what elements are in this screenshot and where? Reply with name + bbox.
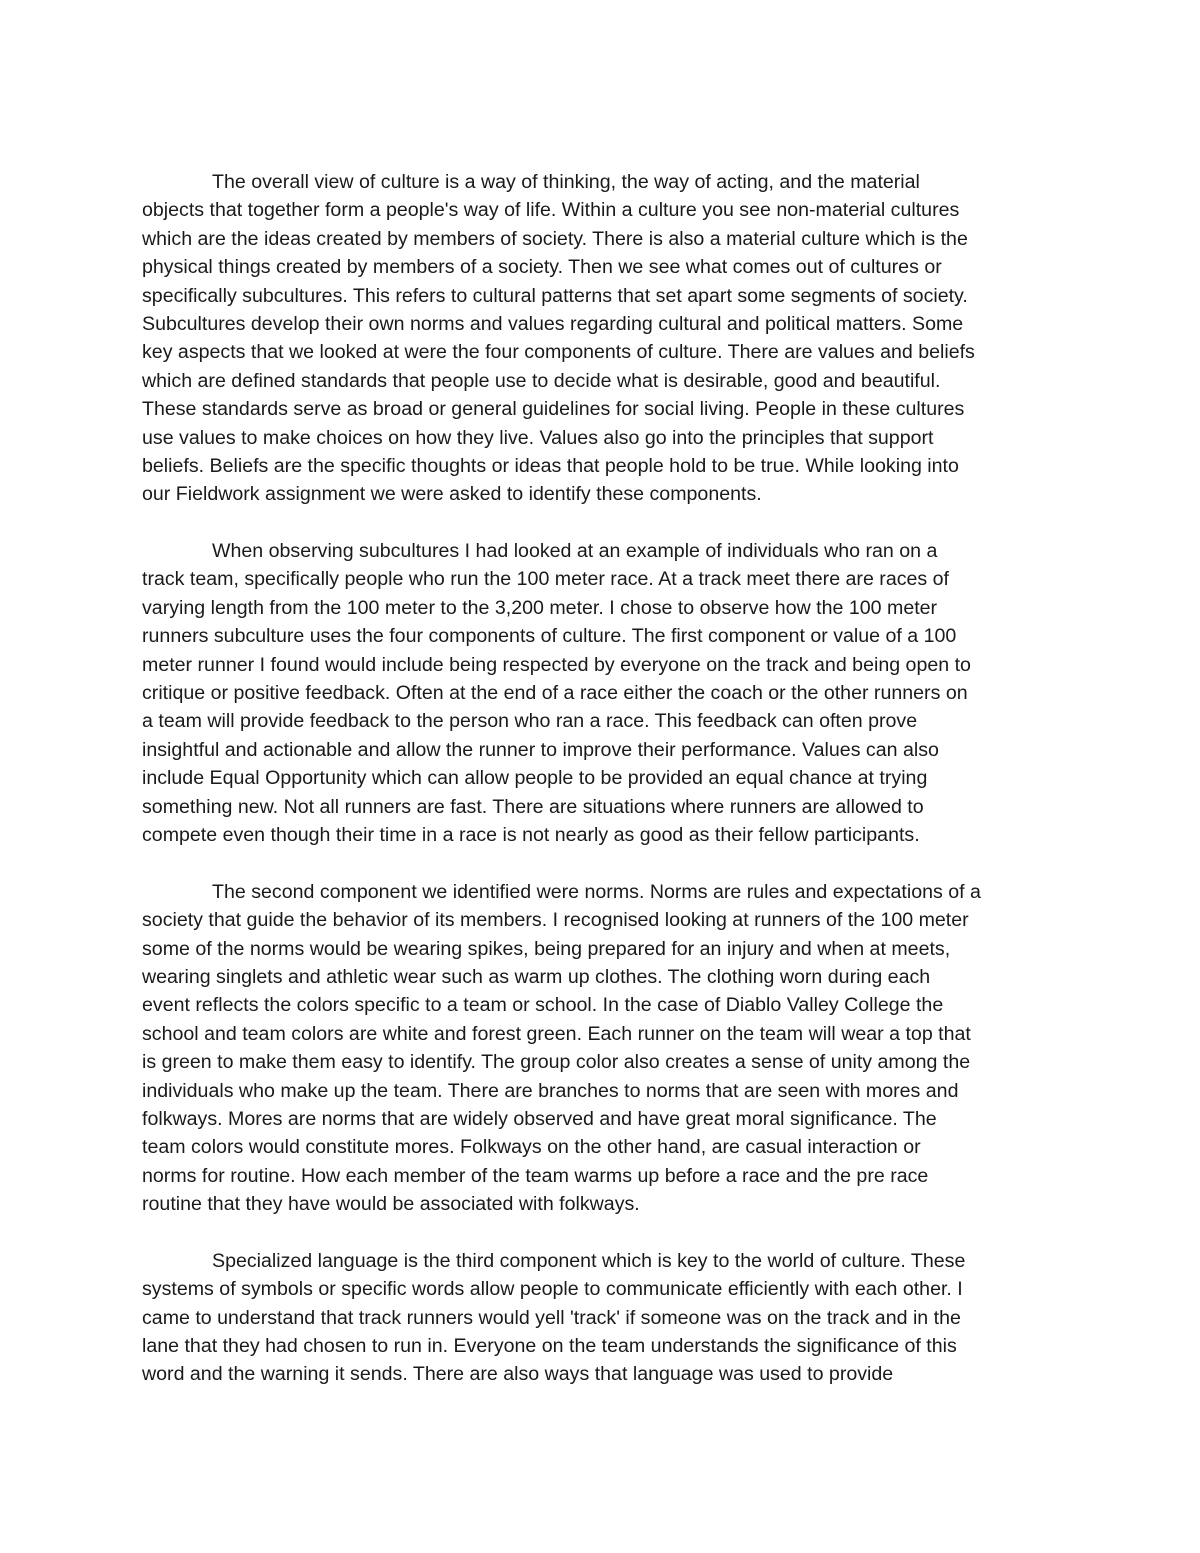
- text-line: The second component we identified were norms. Norms are rules and expectations of a: [212, 880, 981, 903]
- text-line: The overall view of culture is a way of thinking, the way of acting, and the material: [212, 171, 920, 193]
- text-line: folkways. Mores are norms that are widely observed and have great moral significance. The: [142, 1107, 937, 1130]
- text-line: some of the norms would be wearing spikes, being prepared for an injury and when at meets,: [142, 937, 951, 960]
- text-line: include Equal Opportunity which can allow people to be provided an equal chance at trying: [142, 767, 928, 790]
- text-line: came to understand that track runners would yell 'track' if someone was on the track and in the: [142, 1306, 961, 1329]
- paragraph: [142, 537, 1072, 849]
- text-line: norms for routine. How each member of the team warms up before a race and the pre race: [142, 1164, 929, 1187]
- text-line: which are the ideas created by members of society. There is also a material culture which is the: [142, 227, 968, 250]
- text-line: event reflects the colors specific to a team or school. In the case of Diablo Valley College the: [142, 994, 944, 1017]
- paragraph: [142, 1247, 1072, 1389]
- text-line: These standards serve as broad or general guidelines for social living. People in these cultures: [142, 398, 965, 421]
- text-line: something new. Not all runners are fast. There are situations where runners are allowed to: [142, 795, 924, 818]
- text-line: school and team colors are white and forest green. Each runner on the team will wear a top that: [142, 1022, 971, 1045]
- text-line: word and the warning it sends. There are also ways that language was used to provide: [142, 1363, 894, 1386]
- text-line: individuals who make up the team. There are branches to norms that are seen with mores and: [142, 1079, 959, 1102]
- text-line: key aspects that we looked at were the four components of culture. There are values and beliefs: [142, 341, 975, 364]
- text-line: physical things created by members of a society. Then we see what comes out of cultures or: [142, 256, 942, 279]
- text-line: objects that together form a people's way of life. Within a culture you see non-material cultures: [142, 199, 960, 222]
- text-line: systems of symbols or specific words allow people to communicate efficiently with each other. I: [142, 1278, 963, 1301]
- text-line: critique or positive feedback. Often at the end of a race either the coach or the other runners on: [142, 682, 968, 705]
- text-line: Specialized language is the third component which is key to the world of culture. These: [212, 1249, 966, 1272]
- text-line: beliefs. Beliefs are the specific thoughts or ideas that people hold to be true. While looking into: [142, 454, 959, 477]
- text-line: is green to make them easy to identify. The group color also creates a sense of unity among the: [142, 1051, 971, 1074]
- text-line: team colors would constitute mores. Folkways on the other hand, are casual interaction or: [142, 1136, 921, 1159]
- text-line: our Fieldwork assignment we were asked to identify these components.: [142, 483, 762, 506]
- text-line: track team, specifically people who run the 100 meter race. At a track meet there are races of: [142, 568, 949, 591]
- text-line: wearing singlets and athletic wear such as warm up clothes. The clothing worn during each: [142, 965, 931, 988]
- text-line: varying length from the 100 meter to the 3,200 meter. I chose to observe how the 100 meter: [142, 596, 938, 619]
- paragraph: [142, 168, 1072, 509]
- text-line: specifically subcultures. This refers to cultural patterns that set apart some segments of society.: [142, 284, 968, 307]
- document-body: [142, 168, 1072, 1417]
- text-line: Subcultures develop their own norms and values regarding cultural and political matters. Some: [142, 312, 964, 335]
- text-line: use values to make choices on how they live. Values also go into the principles that support: [142, 426, 934, 449]
- paragraph: [142, 878, 1072, 1219]
- text-line: meter runner I found would include being respected by everyone on the track and being open to: [142, 653, 971, 676]
- text-line: lane that they had chosen to run in. Everyone on the team understands the significance of this: [142, 1335, 957, 1358]
- text-line: runners subculture uses the four components of culture. The first component or value of a 100: [142, 625, 957, 648]
- text-line: routine that they have would be associated with folkways.: [142, 1193, 640, 1216]
- text-line: insightful and actionable and allow the runner to improve their performance. Values can also: [142, 738, 939, 761]
- text-line: society that guide the behavior of its members. I recognised looking at runners of the 100 meter: [142, 909, 969, 932]
- text-line: a team will provide feedback to the person who ran a race. This feedback can often prove: [142, 710, 918, 733]
- text-line: which are defined standards that people use to decide what is desirable, good and beautiful.: [142, 369, 941, 392]
- text-line: compete even though their time in a race is not nearly as good as their fellow participants.: [142, 823, 920, 846]
- text-line: When observing subcultures I had looked at an example of individuals who ran on a: [212, 540, 938, 563]
